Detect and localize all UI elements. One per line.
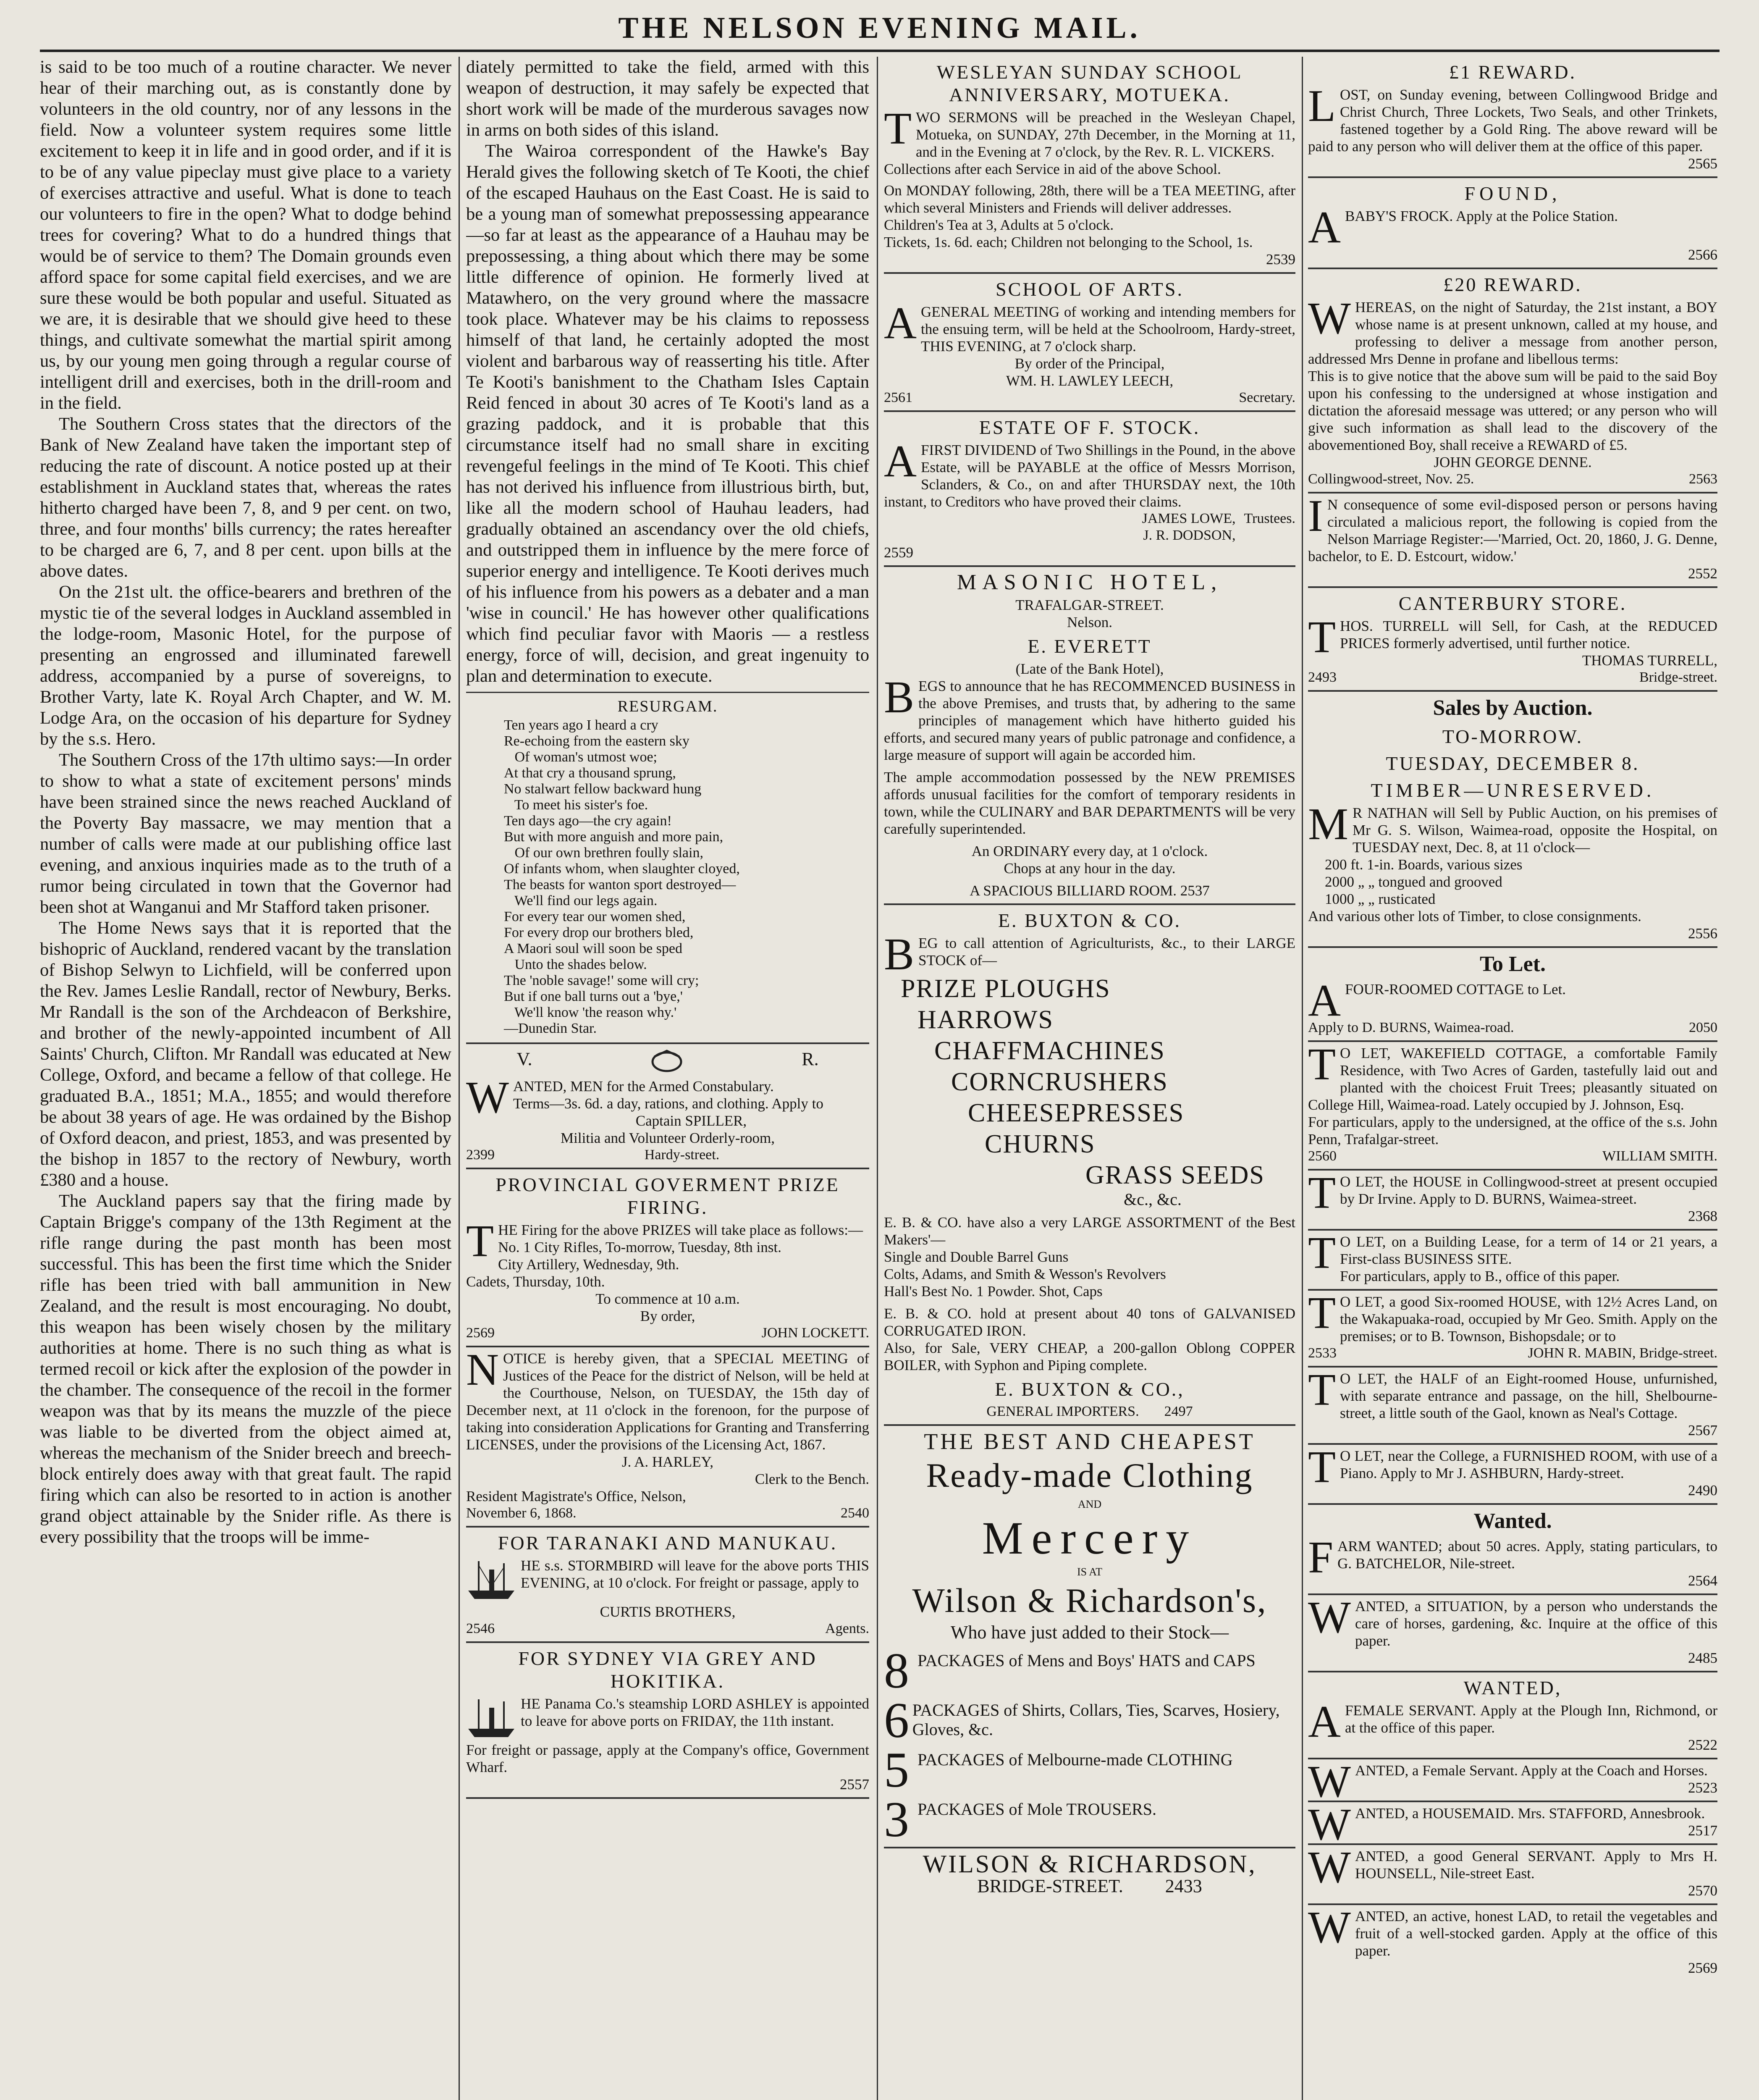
drop-cap: A [1308, 1697, 1341, 1747]
stock-item: HARROWS [918, 1005, 1054, 1034]
drop-cap: A [1308, 202, 1341, 252]
article-paragraph: The Southern Cross of the 17th ultimo says:—In order to show to what a state of excitement persons' minds have been strained since the news reached Auckland of the Poverty Bay massacre, we may mention that a number of calls were made at our publishing office last evening, and anxious inquiries made as to the truth of a rumor being circulated in town that the Governor had been shot at Wanganui and Mr Stafford taken prisoner. [40, 750, 451, 917]
ad-line: No. 1 City Rifles, To-morrow, Tuesday, 8th inst. [498, 1239, 781, 1255]
article-paragraph: On the 21st ult. the office-bearers and brethren of the mystic tie of the several lodges in Auckland assembled in the lodge-room, Masonic Hotel, for the purpose of presenting an engrossed and illuminated farewell address, accompanied by a purse of sovereigns, to Brother Varty, late K. Royal Arch Chapter, and W. M. Lodge Ara, on the occasion of his departure for Sydney by the s.s. Hero. [40, 582, 451, 749]
package-text: PACKAGES of Mens and Boys' HATS and CAPS [918, 1651, 1256, 1670]
stock-item: CORNCRUSHERS [951, 1068, 1168, 1096]
package-item [884, 1643, 1295, 1698]
ad-signature: CURTIS BROTHERS, [600, 1604, 736, 1620]
ad-text: And various other lots of Timber, to close consignments. [1308, 908, 1641, 924]
drop-cap: L [1308, 81, 1336, 131]
column-rule [877, 57, 878, 2100]
ad-school-of-arts [884, 278, 1295, 412]
ad-signature: Captain SPILLER, [635, 1113, 747, 1129]
ad-wesleyan [884, 61, 1295, 274]
drop-cap: T [1308, 1040, 1336, 1089]
column-rule [1302, 57, 1303, 2100]
ad-heading: £1 REWARD. [1449, 61, 1577, 83]
ad-masonic-hotel [884, 571, 1295, 905]
ad-text: An ORDINARY every day, at 1 o'clock. [971, 843, 1208, 859]
ad-heading: PROVINCIAL GOVERMENT PRIZE FIRING. [495, 1174, 840, 1218]
ad-text: O LET, WAKEFIELD COTTAGE, a comfortable Family Residence, with Two Acres of Garden, tastefully laid out and planted with the choicest Fruit Trees; pleasantly situated on College Hill, Waimea-road. Lately occupied by J. Johnson, Esq. [1308, 1045, 1717, 1113]
ad-number: 2557 [840, 1776, 869, 1793]
column-rule [459, 57, 460, 2100]
ad-number: 2539 [1266, 251, 1295, 268]
ad-heading: WESLEYAN SUNDAY SCHOOL ANNIVERSARY, MOTUEKA. [936, 61, 1243, 105]
ad-buxton [884, 909, 1295, 1426]
ad-signature: Clerk to the Bench. [755, 1471, 869, 1487]
stock-item: CHAFFMACHINES [934, 1037, 1165, 1065]
ad-sydney-steamer [466, 1647, 869, 1799]
column-1 [40, 57, 451, 2100]
drop-cap: T [1308, 612, 1336, 662]
masthead-title: THE NELSON EVENING MAIL. [618, 11, 1141, 45]
ad-signature: Trustees. [1244, 511, 1295, 526]
drop-cap: I [1308, 491, 1323, 541]
ad-text: FIRST DIVIDEND of Two Shillings in the Pound, in the above Estate, will be PAYABLE at the office of Messrs Morrison, Sclanders, & Co., on and after THURSDAY next, the 10th instant, to Creditors who have proved their claims. [884, 442, 1295, 510]
drop-cap: W [466, 1073, 509, 1123]
steamship-icon [466, 1557, 516, 1603]
drop-cap: A [1308, 976, 1341, 1026]
drop-cap: T [1308, 1288, 1336, 1338]
poem-title: RESURGAM. [617, 698, 718, 715]
ad-number: 2556 [1688, 925, 1717, 942]
ad-number: 2368 [1688, 1208, 1717, 1224]
column-3 [884, 57, 1295, 2100]
drop-cap: W [1308, 1593, 1351, 1643]
poem-text: Ten years ago I heard a cry Re-echoing from the eastern sky Of woman's utmost woe; At that cry a thousand sprung, No stalwart fellow backward hung To meet his sister's foe. Ten days ago—the cry again! But with more anguish and more pain, Of our own brethren foully slain, Of infants whom, when slaughter cloyed, The beasts for wanton sport destroyed— We'll find our legs again. For every tear our women shed, For every drop our brothers bled, A Maori soul will soon be sped Unto the shades below. The 'noble savage!' some will cry; But if one ball turns out a 'bye,' We'll know 'the reason why.' —Dunedin Star. [504, 717, 740, 1036]
ad-text: Collingwood-street, Nov. 25. [1308, 471, 1474, 487]
ad-text: ARM WANTED; about 50 acres. Apply, stating particulars, to G. BATCHELOR, Nile-street. [1337, 1538, 1717, 1572]
ad-heading: £20 REWARD. [1443, 274, 1582, 295]
ad-farm-wanted [1308, 1533, 1717, 1595]
ad-reward-20 [1308, 273, 1717, 494]
drop-cap: B [884, 929, 915, 979]
ad-wakefield-cottage [1308, 1040, 1717, 1171]
drop-cap: W [1308, 1843, 1351, 1893]
drop-cap: N [466, 1345, 499, 1395]
ad-six-roomed-house [1308, 1288, 1717, 1368]
ad-text: Also, for Sale, VERY CHEAP, a 200-gallon Oblong COPPER BOILER, with Syphon and Piping complete. [884, 1340, 1295, 1373]
ad-text: By order of the Principal, [1015, 355, 1165, 372]
column-4 [1308, 57, 1717, 2100]
ad-female-servant [1308, 1677, 1717, 1759]
ad-signature: Militia and Volunteer Orderly-room, [561, 1130, 775, 1146]
drop-cap: T [466, 1216, 494, 1266]
ad-text: This is to give notice that the above sum will be paid to the said Boy upon his confessing to the undersigned at whose instigation and dictation the aforesaid message was uttered; or any person who will give such information as shall lead to the discovery of the abovementioned Boy, shall receive a REWARD of £5. [1308, 368, 1717, 453]
ad-number: 2570 [1688, 1882, 1717, 1899]
ad-text: ANTED, a HOUSEMAID. Mrs. STAFFORD, Annesbrook. [1355, 1805, 1705, 1822]
ad-signature: Hardy-street. [644, 1147, 720, 1163]
ad-signature: JOHN R. MABIN, Bridge-street. [1528, 1345, 1717, 1361]
ad-number: 2565 [1688, 155, 1717, 172]
ad-number: 2485 [1688, 1650, 1717, 1666]
divider [466, 1042, 869, 1044]
stock-item: CHURNS [985, 1130, 1096, 1158]
article-paragraph: is said to be too much of a routine character. We never hear of their marching out, as is constantly done by volunteers in the old country, nor of any lessons in the field. Now a volunteer system requires some little excitement to keep it in life and in good order, and if it is to be of any value pipeclay must give place to a variety of exercises attractive and useful. What is done to teach our volunteers to fire in the open? What to dodge behind trees for covering? What to do a hundred things that would be of service to them? The Domain grounds even afford space for some capital field exercises, and we are sure these would be both popular and useful. Situated as we are, it is desirable that we should give heed to these things, and cultivate somewhat the martial spirit among us, by our young men going through a regular course of intelligent drill and exercises, both in the drill-room and in the field. [40, 57, 451, 413]
section-heading: Wanted. [1473, 1509, 1552, 1533]
fancy-heading: Wilson & Richardson's, [912, 1581, 1267, 1620]
ad-signature: E. BUXTON & CO., [995, 1378, 1185, 1400]
ad-prize-firing [466, 1173, 869, 1347]
ad-heading: MASONIC HOTEL, [957, 570, 1223, 594]
ad-timber-auction [1308, 725, 1717, 948]
ad-number: 2517 [1688, 1822, 1717, 1839]
ad-heading: WANTED, [1463, 1677, 1562, 1698]
ad-number: 2569 [1688, 1960, 1717, 1976]
package-text: PACKAGES of Mole TROUSERS. [918, 1800, 1157, 1819]
ad-text: A SPACIOUS BILLIARD ROOM. [970, 882, 1177, 899]
ad-text: N consequence of some evil-disposed person or persons having circulated a malicious report, the following is copied from the Nelson Marriage Register:—'Married, Oct. 20, 1860, J. G. Denne, bachelor, to E. D. Estcourt, widow.' [1308, 496, 1717, 564]
ad-building-lease [1308, 1228, 1717, 1291]
ad-number: 2050 [1689, 1020, 1717, 1035]
ad-line: Cadets, Thursday, 10th. [466, 1273, 605, 1290]
ad-text: ANTED, an active, honest LAD, to retail the vegetables and fruit of a well-stocked garden. Apply at the office of this paper. [1355, 1908, 1717, 1959]
ad-number: 2399 [466, 1147, 495, 1163]
ad-heading: TO-MORROW. [1442, 726, 1583, 747]
ad-number: 2546 [466, 1621, 495, 1636]
ad-heading: E. BUXTON & CO. [998, 910, 1182, 931]
ad-text: The ample accommodation possessed by the NEW PREMISES affords unusual facilities for the comfort of temporary residents in town, while the CULINARY and BAR DEPARTMENTS will be very carefully superintended. [884, 769, 1295, 837]
ad-text: Terms—3s. 6d. a day, rations, and clothing. Apply to [513, 1095, 823, 1112]
package-text: PACKAGES of Melbourne-made CLOTHING [918, 1750, 1233, 1769]
ad-subheading: Nelson. [1067, 614, 1112, 630]
ad-text: For particulars, apply to the undersigned, at the office of the s.s. John Penn, Trafalgar-street. [1308, 1114, 1717, 1147]
ad-heading: CANTERBURY STORE. [1398, 593, 1627, 614]
ad-text: HE Panama Co.'s steamship LORD ASHLEY is appointed to leave for above ports on FRIDAY, the 11th instant. [521, 1696, 869, 1729]
ad-heading: FOR TARANAKI AND MANUKAU. [498, 1532, 838, 1554]
ad-text: O LET, the HALF of an Eight-roomed House, unfurnished, with separate entrance and passage, on the hill, Shelbourne-street, a little south of the Gaol, known as Neal's Cottage. [1340, 1370, 1717, 1421]
package-count: 8 [884, 1643, 909, 1698]
ad-number: 2567 [1688, 1422, 1717, 1438]
crest-letter-r: R. [802, 1049, 819, 1069]
ad-text: IS AT [1077, 1566, 1102, 1578]
ad-number: 2522 [1688, 1737, 1717, 1753]
steamship-icon [466, 1695, 516, 1741]
ad-number: 2497 [1164, 1404, 1193, 1419]
ad-number: 2433 [1165, 1876, 1202, 1896]
ad-text: Resident Magistrate's Office, Nelson, [466, 1488, 686, 1504]
ad-coach-servant [1308, 1757, 1717, 1807]
ad-text: ANTED, MEN for the Armed Constabulary. [513, 1078, 774, 1095]
ad-number: 2540 [841, 1505, 869, 1521]
package-count: 6 [884, 1692, 909, 1748]
ad-heading: ESTATE OF F. STOCK. [979, 417, 1201, 438]
ad-text: BABY'S FROCK. Apply at the Police Station. [1345, 208, 1618, 224]
royal-crest-icon [633, 1048, 700, 1074]
drop-cap: W [1308, 294, 1351, 344]
ad-signature: JAMES LOWE, [1142, 511, 1236, 526]
ad-text: HEREAS, on the night of Saturday, the 21st instant, a BOY whose name is at present unknown, called at my house, and professing to deliver a message from another person, addressed Mrs Denne in profane and libellous terms: [1308, 299, 1717, 367]
stock-item: CHEESEPRESSES [968, 1099, 1185, 1127]
ad-text: Children's Tea at 3, Adults at 5 o'clock. [884, 217, 1114, 233]
ad-found [1308, 182, 1717, 269]
ad-number: 2490 [1688, 1482, 1717, 1499]
drop-cap: W [1308, 1800, 1351, 1850]
ad-heading: THE BEST AND CHEAPEST [924, 1429, 1256, 1454]
ad-number: 2563 [1689, 471, 1717, 487]
stock-item: PRIZE PLOUGHS [901, 974, 1111, 1003]
stock-item: GRASS SEEDS [1085, 1161, 1265, 1189]
vr-crest [466, 1048, 869, 1074]
ad-heading: SCHOOL OF ARTS. [996, 278, 1184, 300]
ad-line: By order, [640, 1308, 695, 1324]
ad-text: ANTED, a SITUATION, by a person who understands the care of horses, gardening, &c. Inquire at the office of this paper. [1355, 1598, 1717, 1649]
ad-signature: WILLIAM SMITH. [1602, 1148, 1717, 1164]
ad-heading: TUESDAY, DECEMBER 8. [1386, 753, 1640, 774]
ad-number: 2564 [1688, 1572, 1717, 1589]
ad-signature: J. R. DODSON, [1143, 528, 1236, 543]
ad-signature: WM. H. LAWLEY LEECH, [1006, 373, 1174, 389]
drop-cap: T [1308, 1168, 1336, 1218]
ad-signature: JOHN LOCKETT. [761, 1325, 869, 1341]
ad-text: For freight or passage, apply at the Company's office, Government Wharf. [466, 1742, 869, 1775]
ad-date: November 6, 1868. [466, 1505, 577, 1521]
divider [466, 692, 869, 693]
ad-line: 1000 „ „ rusticated [1325, 891, 1436, 907]
ad-signature: GENERAL IMPORTERS. [986, 1404, 1139, 1419]
ad-text: ANTED, a Female Servant. Apply at the Coach and Horses. [1355, 1762, 1708, 1779]
drop-cap: F [1308, 1533, 1334, 1583]
package-count: 5 [884, 1742, 909, 1798]
drop-cap: A [884, 436, 917, 486]
ad-signature: WILSON & RICHARDSON, [923, 1850, 1257, 1878]
stock-item: &c., &c. [1124, 1190, 1182, 1209]
ad-text: EGS to announce that he has RECOMMENCED BUSINESS in the above Premises, and trusts that, by adhering to the same principles of management which have hitherto guided his efforts, and secured many years of public patronage and confidence, a large measure of support will again be accorded him. [884, 678, 1295, 763]
ad-signature: JOHN GEORGE DENNE. [1434, 454, 1592, 470]
article-paragraph: The Wairoa correspondent of the Hawke's Bay Herald gives the following sketch of Te Kooti, the chief of the escaped Hauhaus on the East Coast. He is said to be a young man of somewhat prepossessing appearance—so far at least as the appearance of a Hauhau may be prepossessing, a thing about which there may be some little difference of opinion. He formerly lived at Matawhero, on the very ground where the massacre took place. Whatever may be his claims to repossess himself of that land, he certainly adopted the most violent and barbarous way of reasserting his title. After Te Kooti's banishment to the Chatham Isles Captain Reid fenced in about 30 acres of Te Kooti's land as a grazing paddock, and it is probable that this circumstance itself had no small share in exciting revengeful feelings in the mind of Te Kooti. This chief has not derived his influence from illustrious birth, but, like all the modern school of Hauhau leaders, had gradually obtained an ascendancy over the old chiefs, and outstripped them in influence by the mere force of superior energy and intelligence. Te Kooti derives much of his influence from his powers as a debater and a man 'wise in council.' He has however other qualifications which find peculiar favor with Maoris — a restless energy, force of will, decision, and great ingenuity to plan and determination to execute. [466, 141, 869, 686]
ad-line: To commence at 10 a.m. [595, 1291, 740, 1307]
fancy-heading: Ready-made Clothing [926, 1456, 1253, 1494]
ad-number: 2537 [1180, 882, 1210, 899]
ad-text: EG to call attention of Agriculturists, &c., to their LARGE STOCK of— [918, 935, 1295, 969]
drop-cap: T [1308, 1228, 1336, 1278]
drop-cap: T [1308, 1442, 1336, 1492]
ad-text: R NATHAN will Sell by Public Auction, on his premises of Mr G. S. Wilson, Waimea-road, opposite the Hospital, on TUESDAY next, Dec. 8, at 11 o'clock— [1353, 805, 1717, 856]
ad-text: HOS. TURRELL will Sell, for Cash, at the REDUCED PRICES formerly advertised, until further notice. [1340, 618, 1717, 651]
ad-heading: FOUND, [1464, 183, 1561, 204]
ad-general-servant [1308, 1843, 1717, 1905]
ad-text: O LET, the HOUSE in Collingwood-street at present occupied by Dr Irvine. Apply to D. BURNS, Waimea-street. [1340, 1173, 1717, 1207]
ad-taranaki-steamer [466, 1532, 869, 1643]
column-2 [466, 57, 869, 2100]
ad-licensing-notice [466, 1345, 869, 1528]
ad-text: (Late of the Bank Hotel), [1015, 661, 1164, 677]
ad-text: Colts, Adams, and Smith & Wesson's Revolvers [884, 1266, 1166, 1282]
ad-wilson-richardson [884, 1430, 1295, 1895]
ad-text: FEMALE SERVANT. Apply at the Plough Inn, Richmond, or at the office of this paper. [1345, 1702, 1717, 1736]
ad-reward-1 [1308, 61, 1717, 178]
ad-signature: THOMAS TURRELL, [1582, 652, 1717, 669]
ad-number: 2552 [1688, 565, 1717, 582]
ad-canterbury-store [1308, 592, 1717, 692]
ad-heading: E. EVERETT [1028, 635, 1152, 657]
ad-signature: Secretary. [1239, 390, 1295, 405]
header-rule [40, 50, 1720, 52]
package-count: 3 [884, 1791, 909, 1847]
drop-cap: W [1308, 1903, 1351, 1953]
ad-number: 2566 [1688, 247, 1717, 263]
ad-number: 2523 [1688, 1780, 1717, 1796]
ad-signature: Agents. [825, 1621, 869, 1636]
ad-text: HE s.s. STORMBIRD will leave for the above ports THIS EVENING, at 10 o'clock. For freight or passage, apply to [521, 1557, 869, 1591]
section-heading: Sales by Auction. [1433, 696, 1593, 720]
ad-text: HE Firing for the above PRIZES will take place as follows:— [498, 1222, 863, 1238]
ad-number: 2560 [1308, 1148, 1337, 1164]
ad-subheading: TRAFALGAR-STREET. [1015, 597, 1164, 613]
ad-signature: BRIDGE-STREET. [977, 1876, 1123, 1896]
ad-text: ANTED, a good General SERVANT. Apply to Mrs H. HOUNSELL, Nile-street East. [1355, 1848, 1717, 1882]
article-paragraph: The Southern Cross states that the directors of the Bank of New Zealand have taken the important step of reducing the rate of discount. A notice posted up at their establishment in Auckland states that, whereas the rates hitherto charged have been 7, 8, and 9 per cent. on two, three, and four months' bills currency; the rates hereafter to be charged are 6, 7, and 8 per cent. upon bills at the above dates. [40, 414, 451, 581]
ad-text: GENERAL MEETING of working and intending members for the ensuing term, will be held at the Schoolroom, Hardy-street, THIS EVENING, at 7 o'clock sharp. [921, 304, 1295, 354]
ad-text: FOUR-ROOMED COTTAGE to Let. [1345, 981, 1566, 998]
crest-letter-v: V. [516, 1049, 532, 1069]
ad-lad-wanted [1308, 1903, 1717, 1977]
ad-estate-stock [884, 416, 1295, 567]
ad-text: E. B. & CO. hold at present about 40 tons of GALVANISED CORRUGATED IRON. [884, 1305, 1295, 1339]
package-item [884, 1742, 1295, 1798]
package-item [884, 1791, 1295, 1847]
ad-text: O LET, on a Building Lease, for a term of 14 or 21 years, a First-class BUSINESS SITE. [1340, 1234, 1717, 1267]
ad-number: 2533 [1308, 1345, 1337, 1361]
drop-cap: M [1308, 799, 1349, 849]
ad-housemaid [1308, 1800, 1717, 1850]
article-paragraph: diately permitted to take the field, armed with this weapon of destruction, it may safely be expected that short work will be made of the murderous savages now in arms on both sides of this island. [466, 57, 869, 140]
ad-cottage [1308, 976, 1717, 1042]
ad-text: E. B. & CO. have also a very LARGE ASSORTMENT of the Best Makers'— [884, 1214, 1295, 1248]
ad-number: 2493 [1308, 669, 1337, 685]
article-paragraph: The Auckland papers say that the firing made by Captain Brigge's company of the 13th Regiment at the rifle range during the past month has been most successful. This has been the first time which the Snider rifle has been tried with ball ammunition in New Zealand, and the result is most encouraging. No doubt, this weapon has been wisely chosen by the military authorities at home. There is no such thing as what is termed recoil or kick after the explosion of the powder in the chamber. The consequence of the recoil in the former weapon was that by its means the muzzle of the piece was liable to be diverted from the object aimed at, whereas the mechanism of the Snider breech and breech-block entirely does away with that great fault. The rapid firing which can also be resorted to in action is another grand object attainable by the Snider rifle. As there is every possibility that the troops will be imme- [40, 1191, 451, 1547]
ad-text: Apply to D. BURNS, Waimea-road. [1308, 1020, 1514, 1035]
ad-text: Chops at any hour in the day. [1004, 860, 1176, 877]
ad-text: On MONDAY following, 28th, there will be a TEA MEETING, after which several Ministers and Friends will deliver addresses. [884, 182, 1295, 216]
ad-number: 2561 [884, 390, 912, 405]
ad-text: AND [1077, 1498, 1102, 1510]
ad-text: OTICE is hereby given, that a SPECIAL MEETING of Justices of the Peace for the district of Nelson, will be held at the Courthouse, Nelson, on TUESDAY, the 15th day of December next, at 11 o'clock in the forenoon, for the purpose of taking into consideration Applications for Granting and Transferring LICENSES, under the provisions of the Licensing Act, 1867. [466, 1350, 869, 1453]
ad-text: Collections after each Service in aid of the above School. [884, 161, 1221, 177]
ad-furnished-room [1308, 1442, 1717, 1505]
ad-line: 200 ft. 1-in. Boards, various sizes [1325, 856, 1523, 873]
fancy-heading: Mercery [982, 1512, 1198, 1564]
drop-cap: B [884, 672, 915, 722]
drop-cap: T [1308, 1365, 1336, 1415]
ad-text: OST, on Sunday evening, between Collingwood Bridge and Christ Church, Three Lockets, Two Seals, and other Trinkets, fastened together by a Gold Ring. The above reward will be paid to any person who will deliver them at the office of this paper. [1308, 87, 1717, 155]
ad-house-collingwood [1308, 1168, 1717, 1231]
drop-cap: T [884, 104, 912, 154]
ad-line: City Artillery, Wednesday, 9th. [498, 1256, 679, 1273]
ad-denne-notice [1308, 491, 1717, 588]
drop-cap: W [1308, 1757, 1351, 1807]
ad-signature: Bridge-street. [1639, 669, 1717, 685]
ad-text: Single and Double Barrel Guns [884, 1249, 1069, 1265]
ad-signature: J. A. HARLEY, [621, 1454, 714, 1470]
ad-heading: FOR SYDNEY VIA GREY AND HOKITIKA. [518, 1648, 817, 1692]
section-heading: To Let. [1480, 952, 1546, 976]
article-paragraph: The Home News says that it is reported that the bishopric of Auckland, rendered vacant by the translation of Bishop Selwyn to Lichfield, will be conferred upon the Rev. James Leslie Randall, rector of Newbury, Berks. Mr Randall is the son of the Archdeacon of Berkshire, and brother of the newly-appointed incumbent of All Saints' Church, Clifton. Mr Randall was educated at New College, Oxford, and became a fellow of that college. He graduated B.A., 1851; M.A., 1855; and would therefore be about 38 years of age. He was ordained by the Bishop of Oxford deacon, and priest, 1853, and was presented by the bishop in 1857 to the rectory of Newbury, worth £380 and a house. [40, 918, 451, 1190]
ad-text: For particulars, apply to B., office of this paper. [1340, 1268, 1620, 1284]
package-item [884, 1692, 1295, 1748]
divider [884, 1847, 1295, 1848]
ad-text: O LET, a good Six-roomed HOUSE, with 12½ Acres Land, on the Wakapuaka-road, occupied by Mr Geo. Smith. Apply on the premises; or to B. Townson, Bishopsdale; or to [1340, 1294, 1717, 1344]
drop-cap: A [884, 298, 917, 348]
ad-text: WO SERMONS will be preached in the Wesleyan Chapel, Motueka, on SUNDAY, 27th December, in the Morning at 11, and in the Evening at 7 o'clock, by the Rev. R. L. VICKERS. [915, 109, 1295, 160]
ad-situation-wanted [1308, 1593, 1717, 1672]
ad-number: 2569 [466, 1325, 495, 1341]
ad-text: O LET, near the College, a FURNISHED ROOM, with use of a Piano. Apply to Mr J. ASHBURN, Hardy-street. [1340, 1448, 1717, 1481]
ad-number: 2559 [884, 544, 913, 561]
package-text: PACKAGES of Shirts, Collars, Ties, Scarves, Hosiery, Gloves, &c. [912, 1701, 1280, 1739]
ad-line: 2000 „ „ tongued and grooved [1325, 874, 1502, 890]
ad-heading: TIMBER—UNRESERVED. [1371, 780, 1655, 801]
ad-text: Hall's Best No. 1 Powder. Shot, Caps [884, 1283, 1103, 1299]
ad-half-house [1308, 1365, 1717, 1445]
ad-text: Tickets, 1s. 6d. each; Children not belonging to the School, 1s. [884, 234, 1253, 250]
ad-armed-constabulary [466, 1048, 869, 1169]
ad-text: Who have just added to their Stock— [950, 1622, 1229, 1643]
